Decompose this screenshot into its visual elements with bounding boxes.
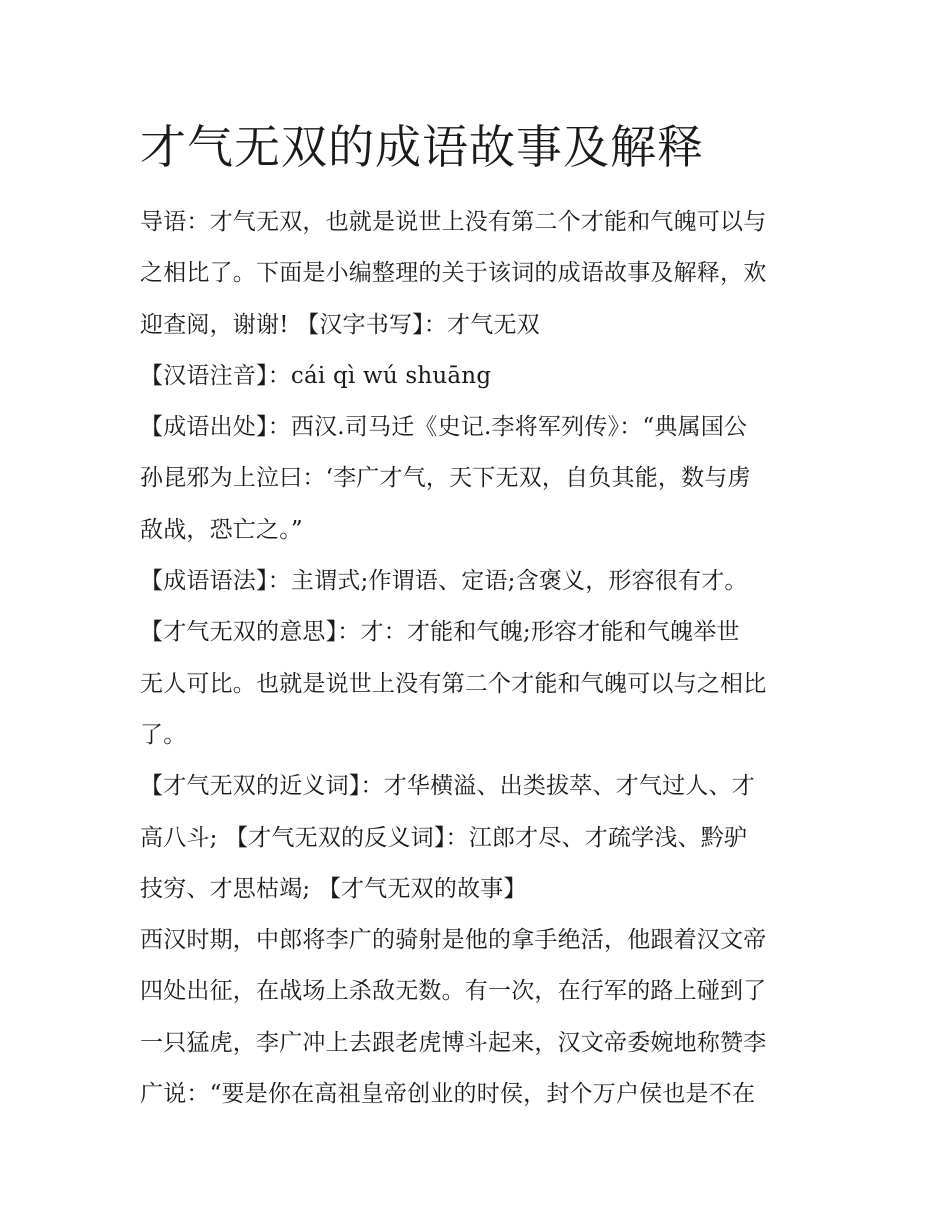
text-line: 敌战，恐亡之。” xyxy=(140,516,303,543)
text-line: 西汉时期，中郎将李广的骑射是他的拿手绝活，他跟着汉文帝 xyxy=(140,927,767,954)
document-title: 才气无双的成语故事及解释 xyxy=(140,120,704,174)
text-line: 导语：才气无双，也就是说世上没有第二个才能和气魄可以与 xyxy=(140,209,767,235)
text-line: 【汉语注音】：cái qì wú shuāng xyxy=(140,362,492,389)
text-line: 【成语语法】：主谓式;作谓语、定语;含褒义，形容很有才。 xyxy=(140,568,748,595)
text-line: 迎查阅，谢谢! 【汉字书写】：才气无双 xyxy=(140,311,540,338)
document-body xyxy=(140,197,816,1120)
text-line: 一只猛虎，李广冲上去跟老虎博斗起来，汉文帝委婉地称赞李 xyxy=(140,1029,767,1056)
text-line: 四处出征，在战场上杀敌无数。有一次，在行军的路上碰到了 xyxy=(140,978,767,1005)
text-line: 【才气无双的近义词】：才华横溢、出类拔萃、才气过人、才 xyxy=(140,773,755,800)
text-line: 【成语出处】：西汉.司马迁《史记.李将军列传》：“典属国公 xyxy=(140,414,748,441)
text-line: 技穷、才思枯竭; 【才气无双的故事】 xyxy=(140,875,527,902)
text-line: 了。 xyxy=(140,721,187,748)
text-line: 高八斗; 【才气无双的反义词】：江郎才尽、才疏学浅、黔驴 xyxy=(140,824,748,851)
text-line: 【才气无双的意思】：才：才能和气魄;形容才能和气魄举世 xyxy=(140,619,740,646)
text-line: 之相比了。下面是小编整理的关于该词的成语故事及解释，欢 xyxy=(140,260,767,287)
text-line: 孙昆邪为上泣曰：‘李广才气，天下无双，自负其能，数与虏 xyxy=(140,465,751,492)
text-line: 广说：“要是你在高祖皇帝创业的时侯，封个万户侯也是不在 xyxy=(140,1081,756,1108)
text-line: 无人可比。也就是说世上没有第二个才能和气魄可以与之相比 xyxy=(140,670,767,697)
